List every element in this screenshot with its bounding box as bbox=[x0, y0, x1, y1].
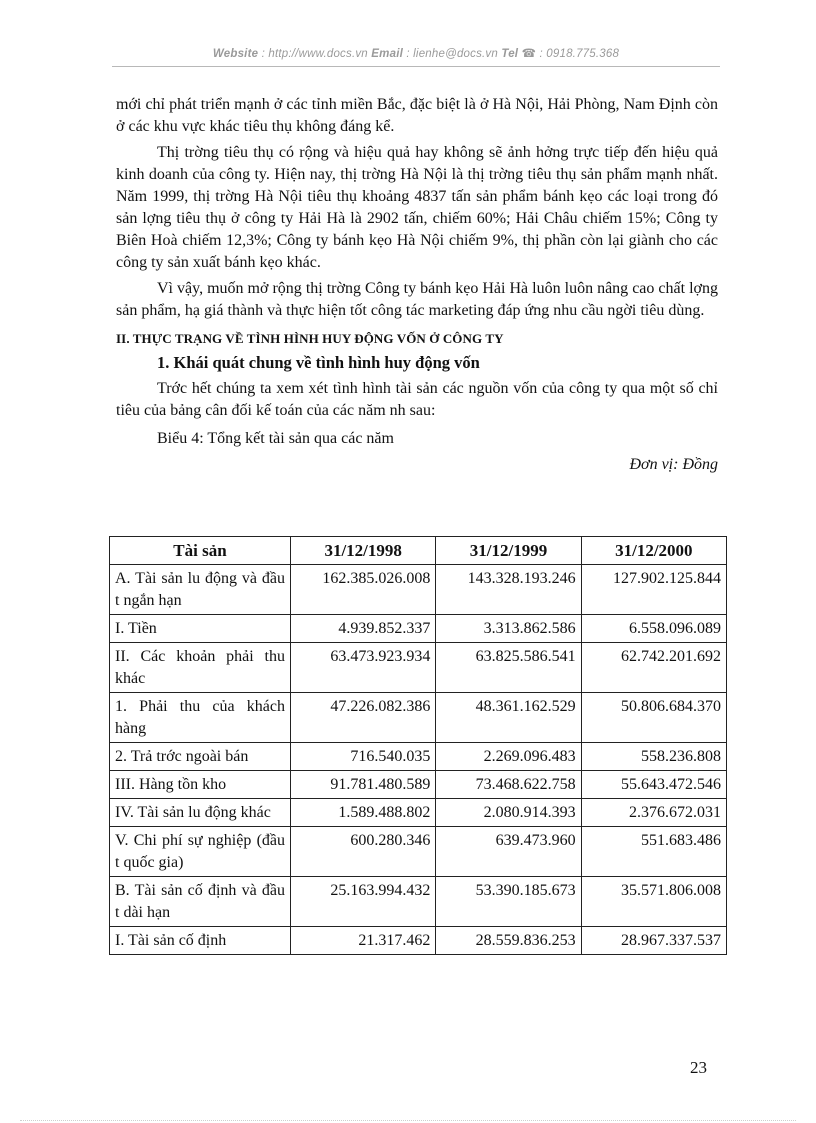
page-body bbox=[116, 94, 718, 476]
table-caption: Biểu 4: Tổng kết tài sản qua các năm bbox=[157, 430, 394, 447]
value-2000: 2.376.672.031 bbox=[581, 799, 726, 827]
section-title: II. THỰC TRẠNG VỀ TÌNH HÌNH HUY ĐỘNG VỐN Ở CÔNG TY bbox=[116, 331, 504, 346]
value-2000: 35.571.806.008 bbox=[581, 877, 726, 927]
value-1999: 53.390.185.673 bbox=[436, 877, 581, 927]
row-label: I. Tiền bbox=[110, 615, 291, 643]
row-label: II. Các khoản phải thu khác bbox=[110, 643, 291, 693]
row-label: I. Tài sản cố định bbox=[110, 927, 291, 955]
col-header-2000: 31/12/2000 bbox=[581, 537, 726, 565]
paragraph-1: mới chỉ phát triển mạnh ở các tỉnh miền Bắc, đặc biệt là ở Hà Nội, Hải Phòng, Nam Định còn ở các khu vực khác tiêu thụ không đáng kể. bbox=[116, 96, 718, 135]
value-1999: 3.313.862.586 bbox=[436, 615, 581, 643]
tel-label: Tel bbox=[501, 48, 519, 60]
value-2000: 558.236.808 bbox=[581, 743, 726, 771]
value-2000: 55.643.472.546 bbox=[581, 771, 726, 799]
row-label: 2. Trả trớc ngoài bán bbox=[110, 743, 291, 771]
value-2000: 127.902.125.844 bbox=[581, 565, 726, 615]
value-1999: 2.269.096.483 bbox=[436, 743, 581, 771]
value-1998: 716.540.035 bbox=[291, 743, 436, 771]
value-1998: 25.163.994.432 bbox=[291, 877, 436, 927]
page-header bbox=[112, 46, 720, 60]
email-value: : lienhe@docs.vn bbox=[406, 48, 498, 60]
paragraph-4: Trớc hết chúng ta xem xét tình hình tài sản các nguồn vốn của công ty qua một số chỉ tiêu của bảng cân đối kế toán của các năm nh sau: bbox=[116, 380, 718, 419]
website-value: : http://www.docs.vn bbox=[261, 48, 368, 60]
table-row bbox=[110, 877, 727, 927]
table-row bbox=[110, 615, 727, 643]
paragraph-3: Vì vậy, muốn mở rộng thị trờng Công ty bánh kẹo Hải Hà luôn luôn nâng cao chất lợng sản phẩm, hạ giá thành và thực hiện tốt công tác marketing đáp ứng nhu cầu ngời tiêu dùng. bbox=[116, 280, 718, 319]
value-1998: 91.781.480.589 bbox=[291, 771, 436, 799]
value-1998: 47.226.082.386 bbox=[291, 693, 436, 743]
value-2000: 50.806.684.370 bbox=[581, 693, 726, 743]
table-row bbox=[110, 771, 727, 799]
unit-label: Đơn vị: Đồng bbox=[629, 456, 718, 473]
value-1999: 143.328.193.246 bbox=[436, 565, 581, 615]
email-label: Email bbox=[371, 48, 403, 60]
table-row bbox=[110, 827, 727, 877]
col-header-1999: 31/12/1999 bbox=[436, 537, 581, 565]
table-header-row bbox=[110, 537, 727, 565]
value-1998: 1.589.488.802 bbox=[291, 799, 436, 827]
header-divider bbox=[112, 66, 720, 67]
value-1999: 63.825.586.541 bbox=[436, 643, 581, 693]
website-label: Website bbox=[212, 48, 259, 60]
table-row bbox=[110, 743, 727, 771]
value-2000: 62.742.201.692 bbox=[581, 643, 726, 693]
col-header-asset: Tài sản bbox=[110, 537, 291, 565]
table-row bbox=[110, 643, 727, 693]
value-1999: 28.559.836.253 bbox=[436, 927, 581, 955]
value-2000: 6.558.096.089 bbox=[581, 615, 726, 643]
value-1998: 162.385.026.008 bbox=[291, 565, 436, 615]
row-label: III. Hàng tồn kho bbox=[110, 771, 291, 799]
footer-divider bbox=[20, 1120, 796, 1121]
value-1999: 639.473.960 bbox=[436, 827, 581, 877]
table-row bbox=[110, 693, 727, 743]
table-row bbox=[110, 565, 727, 615]
row-label: V. Chi phí sự nghiệp (đầu t quốc gia) bbox=[110, 827, 291, 877]
value-1999: 73.468.622.758 bbox=[436, 771, 581, 799]
table-row bbox=[110, 799, 727, 827]
paragraph-2: Thị trờng tiêu thụ có rộng và hiệu quả hay không sẽ ảnh hởng trực tiếp đến hiệu quả kinh doanh của công ty. Hiện nay, thị trờng Hà Nội là thị trờng tiêu thụ sản phẩm mạnh nhất. Năm 1999, thị trờng Hà Nội tiêu thụ khoảng 4837 tấn sản phẩm bánh kẹo các loại trong đó sản lợng tiêu thụ ở công ty Hải Hà là 2902 tấn, chiếm 60%; Hải Châu chiếm 15%; Công ty Biên Hoà chiếm 12,3%; Công ty bánh kẹo Hà Nội chiếm 9%, thị phần còn lại giành cho các công ty sản xuất bánh kẹo khác. bbox=[116, 144, 718, 271]
value-2000: 551.683.486 bbox=[581, 827, 726, 877]
assets-table bbox=[109, 536, 727, 955]
value-1999: 48.361.162.529 bbox=[436, 693, 581, 743]
value-2000: 28.967.337.537 bbox=[581, 927, 726, 955]
col-header-1998: 31/12/1998 bbox=[291, 537, 436, 565]
tel-value: ☎ : 0918.775.368 bbox=[521, 48, 620, 60]
row-label: IV. Tài sản lu động khác bbox=[110, 799, 291, 827]
value-1999: 2.080.914.393 bbox=[436, 799, 581, 827]
row-label: 1. Phải thu của khách hàng bbox=[110, 693, 291, 743]
subsection-title: 1. Khái quát chung về tình hình huy động vốn bbox=[157, 353, 480, 372]
page-number: 23 bbox=[690, 1058, 707, 1077]
table-row bbox=[110, 927, 727, 955]
value-1998: 63.473.923.934 bbox=[291, 643, 436, 693]
row-label: B. Tài sản cố định và đầu t dài hạn bbox=[110, 877, 291, 927]
row-label: A. Tài sản lu động và đầu t ngắn hạn bbox=[110, 565, 291, 615]
value-1998: 600.280.346 bbox=[291, 827, 436, 877]
value-1998: 4.939.852.337 bbox=[291, 615, 436, 643]
value-1998: 21.317.462 bbox=[291, 927, 436, 955]
